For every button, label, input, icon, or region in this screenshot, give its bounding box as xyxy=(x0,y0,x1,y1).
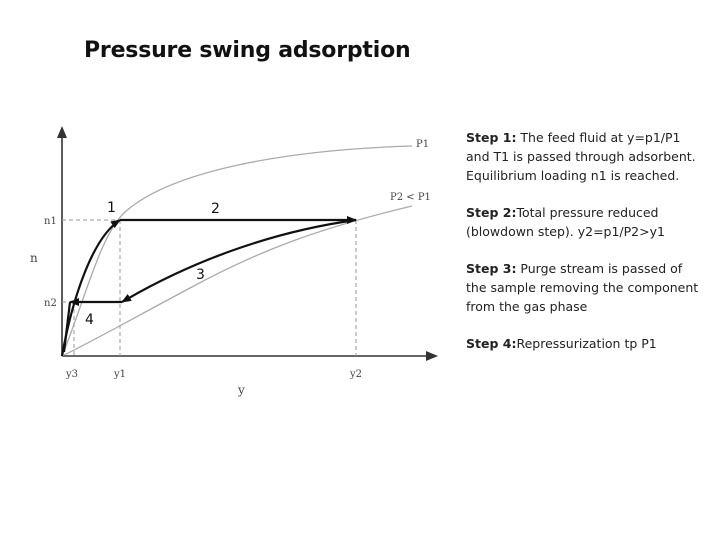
curve-label-p2: P2 < P1 xyxy=(390,192,431,203)
isotherm-p2 xyxy=(62,206,412,356)
step-number-2: 2 xyxy=(211,201,220,217)
step-2-text xyxy=(466,203,706,241)
step-3-description: Purge stream is passed of the sample removing the component from the gas phase xyxy=(466,261,699,314)
tick-n1: n1 xyxy=(44,216,57,227)
step-1-description: The feed fluid at y=p1/P1 and T1 is passed through adsorbent. Equilibrium loading n1 is reached. xyxy=(466,130,696,183)
step-1-path xyxy=(62,220,120,356)
curve-label-p1: P1 xyxy=(416,139,430,150)
step-2-description: Total pressure reduced (blowdown step). y2=p1/P2>y1 xyxy=(466,205,665,239)
psa-isotherm-diagram xyxy=(0,0,450,420)
step-number-1: 1 xyxy=(107,200,116,216)
step-4-description: Repressurization tp P1 xyxy=(516,336,657,351)
tick-y1: y1 xyxy=(114,369,127,380)
tick-n2: n2 xyxy=(44,298,57,309)
step-4-heading: Step 4: xyxy=(466,336,517,351)
step-2-heading: Step 2: xyxy=(466,205,517,220)
steps-list xyxy=(466,128,706,371)
step-3-heading: Step 3: xyxy=(466,261,517,276)
tick-y2: y2 xyxy=(350,369,363,380)
x-axis-arrow xyxy=(426,351,438,361)
step-1-heading: Step 1: xyxy=(466,130,517,145)
step-1-text xyxy=(466,128,706,185)
y-axis-arrow xyxy=(57,126,67,138)
x-axis-label: y xyxy=(238,383,245,397)
step-3-text xyxy=(466,259,706,316)
step-3-path xyxy=(122,220,356,302)
step-number-4: 4 xyxy=(85,312,94,328)
step-4-text xyxy=(466,334,706,353)
step-number-3: 3 xyxy=(196,267,205,283)
y-axis-label: n xyxy=(30,251,38,265)
tick-y3: y3 xyxy=(66,369,79,380)
slide-title: Pressure swing adsorption xyxy=(84,38,411,63)
isotherm-p1 xyxy=(62,146,412,356)
